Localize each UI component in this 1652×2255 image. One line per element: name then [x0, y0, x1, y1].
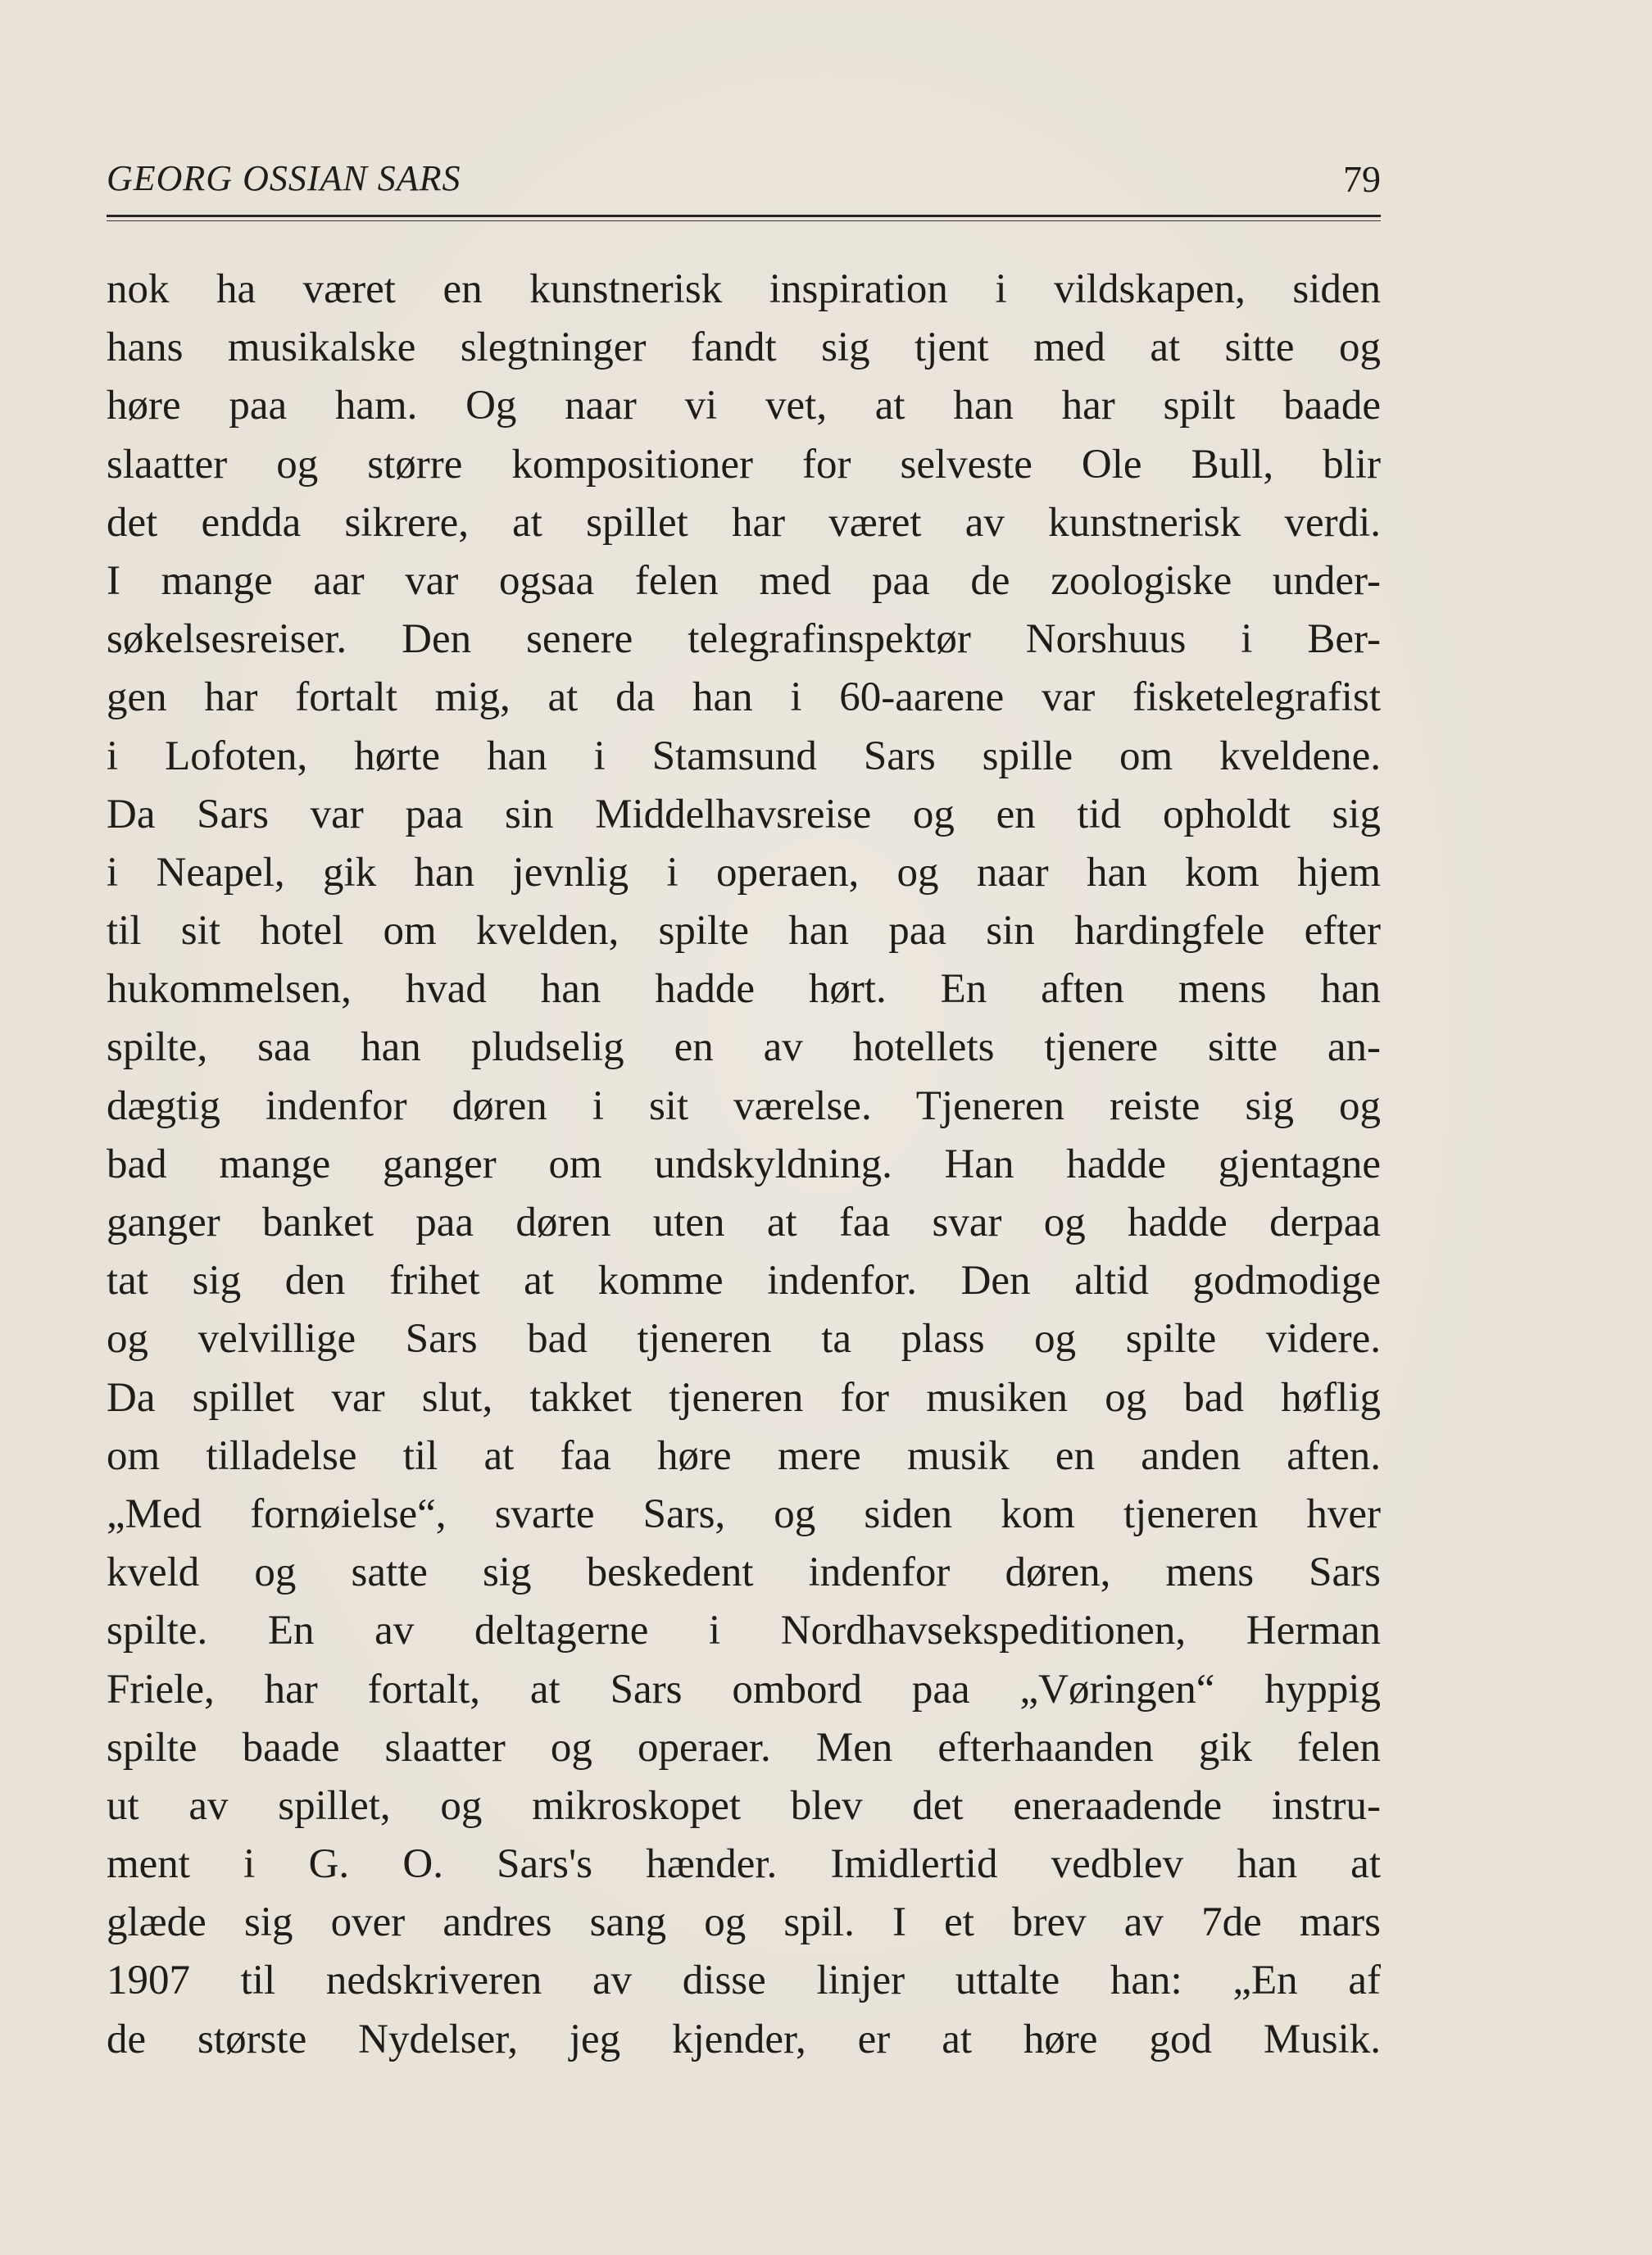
text-line: søkelsesreiser. Den senere telegrafinspektør Norshuus i Ber- — [107, 616, 1381, 663]
text-line: I mange aar var ogsaa felen med paa de zoologiske under- — [107, 557, 1381, 604]
text-line: de største Nydelser, jeg kjender, er at høre god Musik. — [107, 2016, 1381, 2062]
text-line: slaatter og større kompositioner for selveste Ole Bull, blir — [107, 441, 1381, 488]
text-line: gen har fortalt mig, at da han i 60-aarene var fisketelegrafist — [107, 674, 1381, 721]
text-line: ment i G. O. Sars's hænder. Imidlertid vedblev han at — [107, 1841, 1381, 1888]
text-line: om tilladelse til at faa høre mere musik en anden aften. — [107, 1432, 1381, 1479]
text-line: bad mange ganger om undskyldning. Han hadde gjentagne — [107, 1141, 1381, 1187]
text-line: i Neapel, gik han jevnlig i operaen, og naar han kom hjem — [107, 849, 1381, 896]
text-line: kveld og satte sig beskedent indenfor døren, mens Sars — [107, 1549, 1381, 1596]
text-line: det endda sikrere, at spillet har været av kunstnerisk verdi. — [107, 499, 1381, 546]
text-line: Da Sars var paa sin Middelhavsreise og en tid opholdt sig — [107, 791, 1381, 837]
page-number: 79 — [1343, 158, 1381, 200]
text-line: hukommelsen, hvad han hadde hørt. En aften mens han — [107, 966, 1381, 1013]
text-line: ut av spillet, og mikroskopet blev det eneraadende instru- — [107, 1782, 1381, 1829]
header-rule — [107, 215, 1381, 217]
body-text — [107, 261, 1381, 2069]
text-line: spilte. En av deltagerne i Nordhavsekspeditionen, Herman — [107, 1608, 1381, 1654]
text-line: i Lofoten, hørte han i Stamsund Sars spille om kveldene. — [107, 733, 1381, 779]
text-line: til sit hotel om kvelden, spilte han paa sin hardingfele efter — [107, 908, 1381, 955]
text-line: og velvillige Sars bad tjeneren ta plass og spilte videre. — [107, 1316, 1381, 1363]
running-head — [107, 158, 1381, 213]
text-line: glæde sig over andres sang og spil. I et brev av 7de mars — [107, 1899, 1381, 1946]
text-line: ganger banket paa døren uten at faa svar og hadde derpaa — [107, 1200, 1381, 1245]
text-line: spilte, saa han pludselig en av hotellets tjenere sitte an- — [107, 1024, 1381, 1071]
text-line: Da spillet var slut, takket tjeneren for musiken og bad høflig — [107, 1374, 1381, 1421]
header-rule-thin — [107, 220, 1381, 221]
running-head-title: GEORG OSSIAN SARS — [107, 158, 461, 198]
text-line: dægtig indenfor døren i sit værelse. Tjeneren reiste sig og — [107, 1082, 1381, 1129]
text-line: høre paa ham. Og naar vi vet, at han har spilt baade — [107, 383, 1381, 429]
text-line: tat sig den frihet at komme indenfor. Den altid godmodige — [107, 1258, 1381, 1304]
text-line: spilte baade slaatter og operaer. Men efterhaanden gik felen — [107, 1724, 1381, 1771]
text-line: Friele, har fortalt, at Sars ombord paa „Vøringen“ hyppig — [107, 1666, 1381, 1713]
text-line: „Med fornøielse“, svarte Sars, og siden kom tjeneren hver — [107, 1490, 1381, 1537]
text-line: 1907 til nedskriveren av disse linjer uttalte han: „En af — [107, 1958, 1381, 2004]
text-line: nok ha været en kunstnerisk inspiration i vildskapen, siden — [107, 266, 1381, 312]
text-line: hans musikalske slegtninger fandt sig tjent med at sitte og — [107, 324, 1381, 371]
